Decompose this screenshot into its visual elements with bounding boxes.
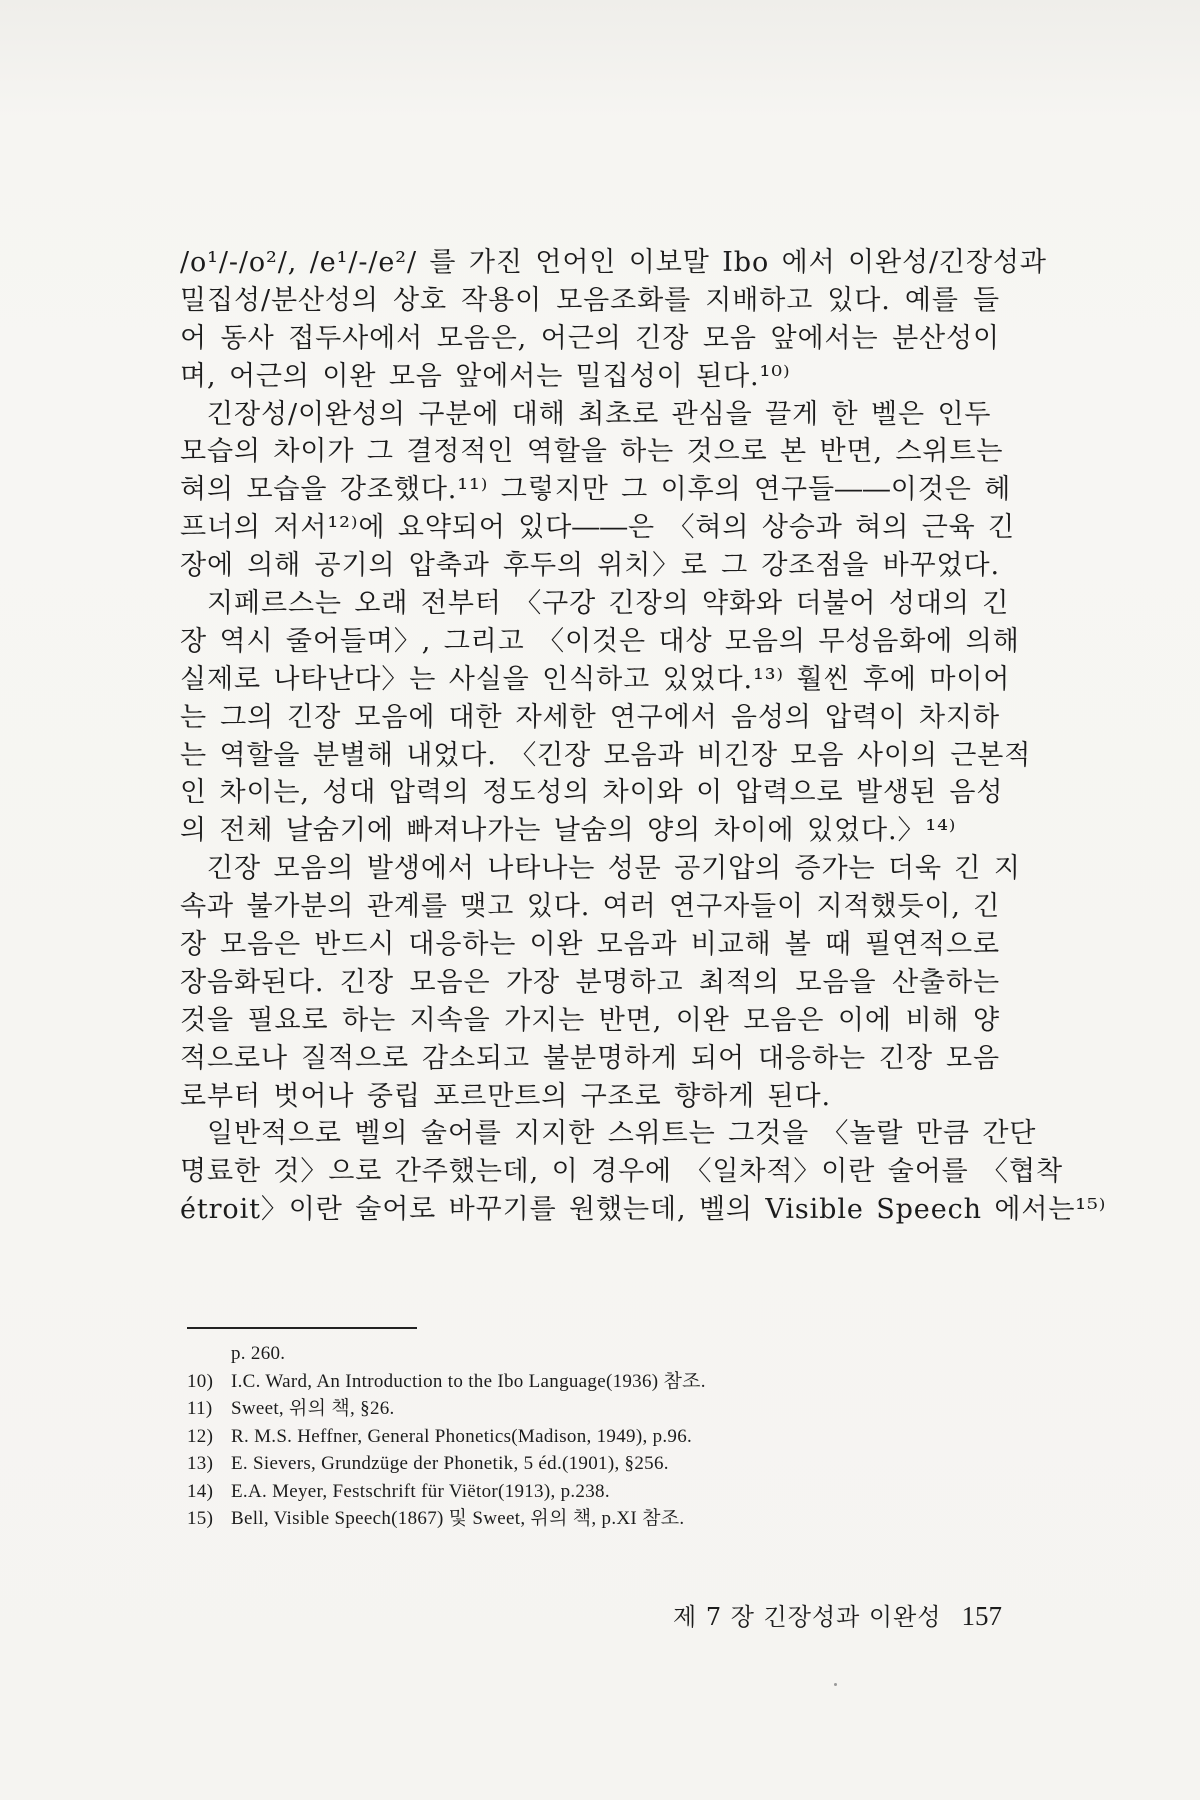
footnote-text: E.A. Meyer, Festschrift für Viëtor(1913), p.238. — [231, 1480, 610, 1502]
footnote-text: E. Sievers, Grundzüge der Phonetik, 5 éd.(1901), §256. — [231, 1453, 669, 1474]
body-line: 프너의 저서¹²⁾에 요약되어 있다――은 〈혀의 상승과 혀의 근육 긴 — [180, 512, 1016, 544]
body-line: 밀집성/분산성의 상호 작용이 모음조화를 지배하고 있다. 예를 들 — [180, 284, 1000, 316]
body-line: 모습의 차이가 그 결정적인 역할을 하는 것으로 본 반면, 스위트는 — [180, 436, 1004, 468]
body-line: 어 동사 접두사에서 모음은, 어근의 긴장 모음 앞에서는 분산성이 — [180, 322, 1000, 354]
body-line: 는 역할을 분별해 내었다. 〈긴장 모음과 비긴장 모음 사이의 근본적 — [180, 739, 1032, 771]
body-line: 명료한 것〉으로 간주했는데, 이 경우에 〈일차적〉이란 술어를 〈협착 — [180, 1156, 1064, 1188]
footnote — [187, 1423, 987, 1451]
footnote — [187, 1450, 987, 1478]
body-line: 적으로나 질적으로 감소되고 불분명하게 되어 대응하는 긴장 모음 — [180, 1042, 1000, 1074]
body-line: 지페르스는 오래 전부터 〈구강 긴장의 약화와 더불어 성대의 긴 — [207, 588, 1010, 620]
body-line: 로부터 벗어나 중립 포르만트의 구조로 향하게 된다. — [180, 1080, 831, 1112]
footnote-number: 12) — [187, 1425, 214, 1447]
page-number: 157 — [961, 1601, 1002, 1631]
body-line: 긴장성/이완성의 구분에 대해 최초로 관심을 끌게 한 벨은 인두 — [207, 398, 992, 430]
body-line: 속과 불가분의 관계를 맺고 있다. 여러 연구자들이 지적했듯이, 긴 — [180, 891, 1001, 923]
footnote — [187, 1340, 987, 1368]
body-line: 긴장 모음의 발생에서 나타나는 성문 공기압의 증가는 더욱 긴 지 — [207, 853, 1021, 885]
footnote-text: Sweet, 위의 책, §26. — [231, 1398, 395, 1419]
body-line: 인 차이는, 성대 압력의 정도성의 차이와 이 압력으로 발생된 음성 — [180, 777, 1004, 809]
body-line: 장음화된다. 긴장 모음은 가장 분명하고 최적의 모음을 산출하는 — [180, 966, 1000, 998]
footnote-text: Bell, Visible Speech(1867) 및 Sweet, 위의 책, p.XI 참조. — [231, 1508, 685, 1529]
footnote-number: 13) — [187, 1453, 214, 1474]
paper-speck — [834, 1683, 837, 1686]
body-line: 것을 필요로 하는 지속을 가지는 반면, 이완 모음은 이에 비해 양 — [180, 1004, 1000, 1036]
body-line: 혀의 모습을 강조했다.¹¹⁾ 그렇지만 그 이후의 연구들――이것은 헤 — [180, 474, 1012, 506]
body-line: 며, 어근의 이완 모음 앞에서는 밀집성이 된다.¹⁰⁾ — [180, 360, 791, 392]
footnote — [187, 1368, 987, 1396]
body-line: étroit〉이란 술어로 바꾸기를 원했는데, 벨의 Visible Speech 에서는¹⁵⁾ — [180, 1194, 1107, 1226]
body-line: /o¹/-/o²/, /e¹/-/e²/ 를 가진 언어인 이보말 Ibo 에서 이완성/긴장성과 — [180, 247, 1047, 278]
footnote-text: R. M.S. Heffner, General Phonetics(Madison, 1949), p.96. — [231, 1425, 693, 1447]
body-line: 장에 의해 공기의 압축과 후두의 위치〉로 그 강조점을 바꾸었다. — [180, 550, 1000, 582]
footnote — [187, 1505, 987, 1533]
footnote — [187, 1395, 987, 1423]
page-footer — [673, 1597, 1002, 1632]
footnotes — [187, 1340, 987, 1533]
footnote-number: 10) — [187, 1370, 214, 1392]
body-line: 는 그의 긴장 모음에 대한 자세한 연구에서 음성의 압력이 차지하 — [180, 701, 1000, 733]
body-line: 장 모음은 반드시 대응하는 이완 모음과 비교해 볼 때 필연적으로 — [180, 929, 1000, 961]
footnote-number: 14) — [187, 1480, 214, 1502]
body-line: 장 역시 줄어들며〉, 그리고 〈이것은 대상 모음의 무성음화에 의해 — [180, 625, 1020, 657]
footnote-divider — [187, 1327, 417, 1329]
footnote-text: I.C. Ward, An Introduction to the Ibo Language(1936) 참조. — [231, 1370, 706, 1392]
body-line: 의 전체 날숨기에 빠져나가는 날숨의 양의 차이에 있었다.〉¹⁴⁾ — [180, 815, 957, 847]
footnote-text: p. 260. — [231, 1343, 286, 1364]
footnote-number: 15) — [187, 1508, 214, 1529]
footnote-number: 11) — [187, 1398, 213, 1419]
body-line: 실제로 나타난다〉는 사실을 인식하고 있었다.¹³⁾ 훨씬 후에 마이어 — [180, 663, 1011, 695]
body-line: 일반적으로 벨의 술어를 지지한 스위트는 그것을 〈놀랄 만큼 간단 — [207, 1118, 1037, 1150]
body-text — [180, 244, 1107, 1229]
footnote — [187, 1478, 987, 1506]
running-footer-chapter: 제 7 장 긴장성과 이완성 — [673, 1603, 942, 1631]
